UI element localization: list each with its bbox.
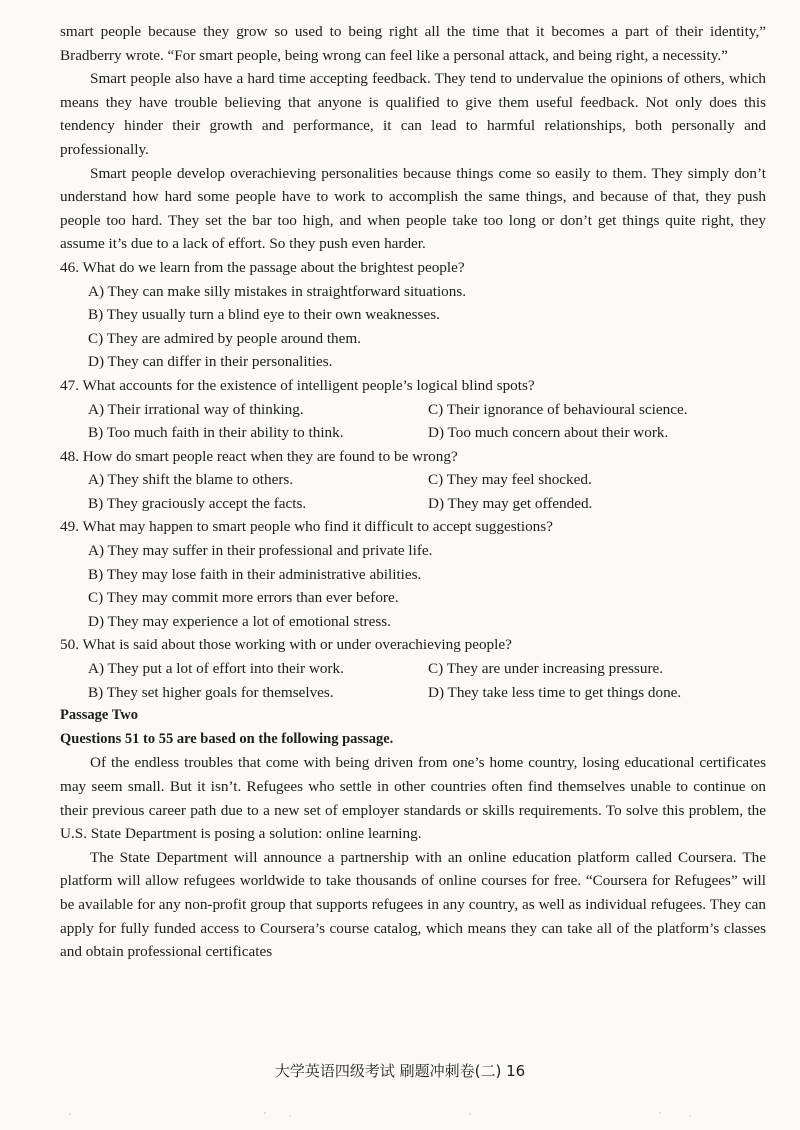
- question-50-option-b: B) They set higher goals for themselves.: [88, 683, 334, 701]
- questions-range-heading: Questions 51 to 55 are based on the following passage.: [60, 730, 394, 747]
- question-50-option-a: A) They put a lot of effort into their work.: [88, 660, 344, 678]
- question-46-option-c: C) They are admired by people around them.: [88, 329, 362, 347]
- question-50-options-row-1: [88, 657, 766, 681]
- question-47-options-row-1: [88, 398, 766, 422]
- question-47-option-b: B) Too much faith in their ability to think.: [88, 424, 344, 442]
- question-46: [60, 256, 766, 374]
- paragraph-coursera: The State Department will announce a partnership with an online education platform called Coursera. The platform will allow refugees worldwide to take thousands of online courses for free. “Coursera for Refugees” will be available for any non-profit group that supports refugees in any country, as well as individual refugees. They can apply for fully funded access to Coursera’s course catalog, which means they can take all of the platform’s classes and obtain professional certificates: [60, 848, 766, 961]
- question-48-option-b: B) They graciously accept the facts.: [88, 494, 307, 512]
- question-47-options-row-2: [88, 421, 766, 445]
- question-46-option-d: D) They can differ in their personalities.: [88, 353, 333, 371]
- question-49-stem: 49. What may happen to smart people who find it difficult to accept suggestions?: [60, 518, 553, 536]
- paragraph-continued: smart people because they grow so used to being right all the time that it becomes a part of their identity,” Bradberry wrote. “For smart people, being wrong can feel like a personal attack, and being right, a necessity.”: [60, 23, 766, 64]
- question-50-option-d: D) They take less time to get things done.: [428, 683, 682, 701]
- question-49-option-c: C) They may commit more errors than ever before.: [88, 589, 399, 607]
- question-48-option-d: D) They may get offended.: [428, 494, 593, 512]
- question-46-option-a: A) They can make silly mistakes in straightforward situations.: [88, 282, 467, 300]
- question-47-option-d: D) Too much concern about their work.: [428, 424, 669, 442]
- question-49-option-b: B) They may lose faith in their administrative abilities.: [88, 565, 422, 583]
- question-48-options-row-2: [88, 492, 766, 516]
- question-48-stem: 48. How do smart people react when they are found to be wrong?: [60, 447, 458, 465]
- question-49-option-d: D) They may experience a lot of emotional stress.: [88, 612, 391, 630]
- question-50-option-c: C) They are under increasing pressure.: [428, 660, 664, 678]
- question-48-option-a: A) They shift the blame to others.: [88, 471, 294, 489]
- question-50-options-row-2: [88, 681, 766, 705]
- question-50-stem: 50. What is said about those working with or under overachieving people?: [60, 636, 512, 654]
- paragraph-overachieving: Smart people develop overachieving personalities because things come so easily to them. They simply don’t understand how hard some people have to work to accomplish the same things, and because of that, they push people too hard. They set the bar too high, and when people take too long or don’t get things quite right, they assume it’s due to a lack of effort. So they push even harder.: [60, 164, 766, 253]
- question-48-options-row-1: [88, 468, 766, 492]
- document-page: [60, 20, 766, 964]
- question-50: [60, 633, 766, 704]
- question-46-stem: 46. What do we learn from the passage about the brightest people?: [60, 258, 465, 276]
- question-49-option-a: A) They may suffer in their professional and private life.: [88, 542, 433, 560]
- question-46-option-b: B) They usually turn a blind eye to their own weaknesses.: [88, 306, 440, 324]
- page-footer: 大学英语四级考试 刷题冲刺卷(二) 16: [274, 1062, 526, 1080]
- paragraph-feedback: Smart people also have a hard time accepting feedback. They tend to undervalue the opinions of others, which means they have trouble believing that anyone is qualified to give them useful feedback. Not only does this tendency hinder their growth and performance, it can lead to harmful relationships, both personally and professionally.: [60, 70, 766, 158]
- question-47-option-a: A) Their irrational way of thinking.: [88, 400, 304, 418]
- paragraph-refugees: Of the endless troubles that come with being driven from one’s home country, losing educational certificates may seem small. But it isn’t. Refugees who settle in other countries often find themselves unable to continue on their previous career path due to a new set of employer standards or skills requirements. To solve this problem, the U.S. State Department is posing a solution: online learning.: [60, 754, 766, 843]
- scan-specks: [0, 1108, 800, 1122]
- question-47-stem: 47. What accounts for the existence of intelligent people’s logical blind spots?: [60, 376, 535, 394]
- question-47: [60, 374, 766, 445]
- question-47-option-c: C) Their ignorance of behavioural science.: [428, 400, 688, 418]
- question-49: [60, 515, 766, 633]
- passage-two-heading: Passage Two: [60, 707, 139, 724]
- question-48-option-c: C) They may feel shocked.: [428, 471, 592, 489]
- question-48: [60, 445, 766, 516]
